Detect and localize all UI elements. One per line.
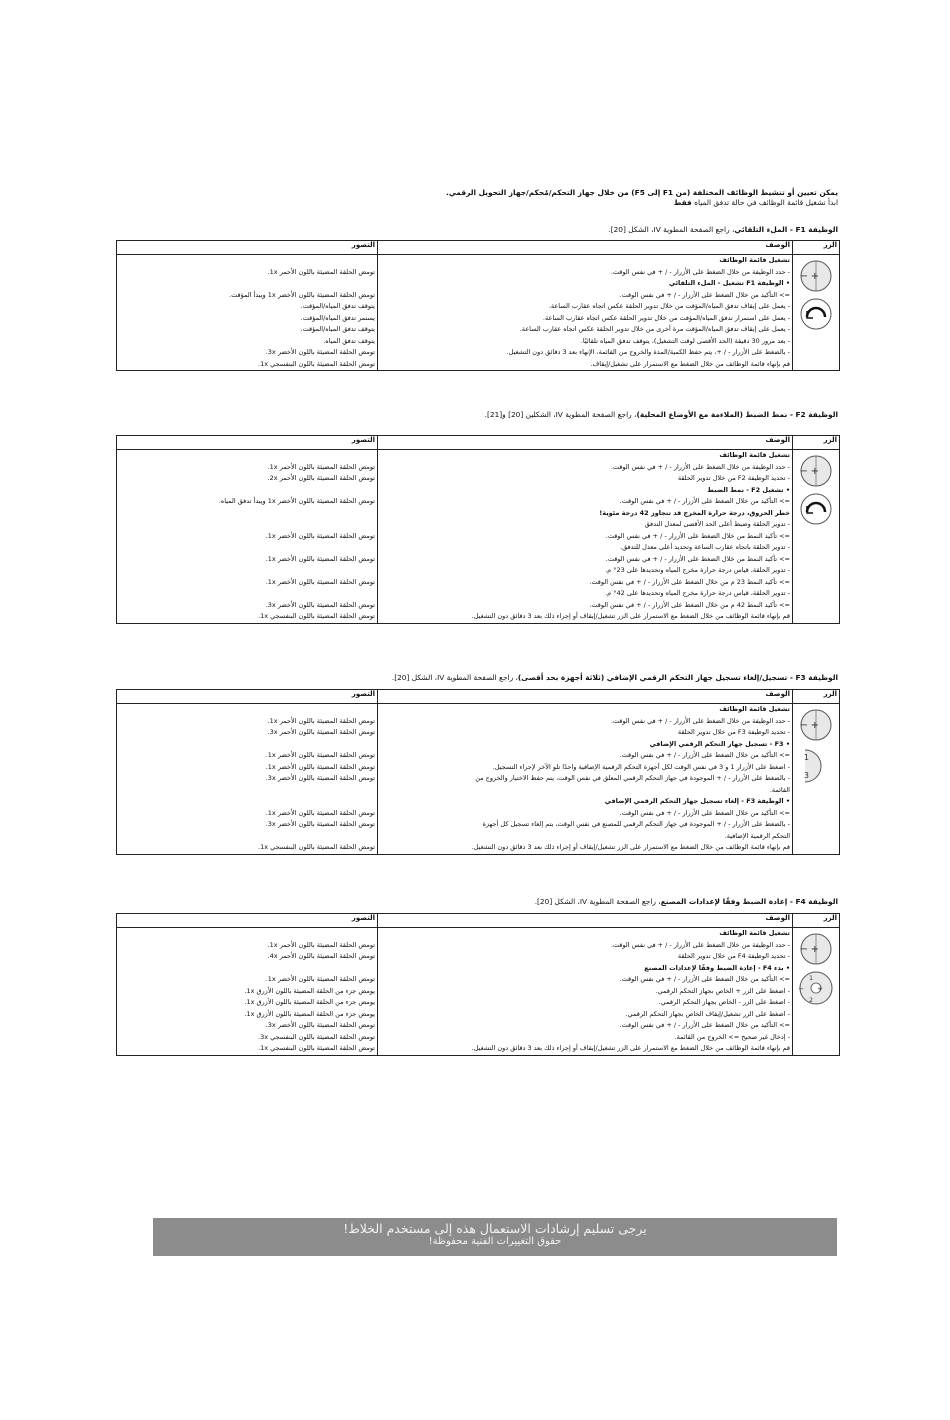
- svg-text:−: −: [799, 720, 808, 731]
- svg-text:−: −: [798, 985, 804, 993]
- indicator-line: تومض الحلقة المضيئة باللون الأخضر 3x.: [265, 1021, 375, 1029]
- description-line: - إدخال غير صحيح => الخروج من القائمة.: [674, 1032, 790, 1041]
- function-table-f3: [116, 689, 840, 855]
- description-line: - تدوير الحلقة وضبط أعلى الحد الأقصى لمعدل التدفق: [644, 520, 790, 528]
- svg-text:−: −: [799, 466, 808, 477]
- svg-text:+: +: [810, 720, 819, 731]
- indicator-line: [119, 542, 375, 554]
- intro-line-2: ابدأ تشغيل قائمة الوظائف في حالة تدفق المياه فقط: [673, 198, 838, 207]
- indicator-line: تومض الحلقة المضيئة باللون الأحمر 1x.: [267, 716, 375, 725]
- intro-block: [112, 188, 838, 208]
- indicator-line: تومض الحلقة المضيئة باللون الأخضر 1x.: [265, 751, 375, 759]
- description-line: - حدد الوظيفة من خلال الضغط على الأزرار - / + في نفس الوقت.: [610, 462, 790, 471]
- indicator-line: تومض الحلقة المضيئة باللون الأخضر 3x.: [265, 774, 375, 782]
- description-cell: [378, 450, 793, 624]
- description-line: • F3 - تسجيل جهاز التحكم الرقمي الإضافي: [649, 739, 790, 748]
- header-button: الزر: [793, 241, 840, 255]
- svg-text:+: +: [810, 466, 819, 477]
- indicator-line: تومض الحلقة المضيئة باللون الأحمر 1x.: [267, 267, 375, 276]
- description-line: - بالضغط على الأزرار - / + الموجودة في جهاز التحكم الرقمي المعلق في نفس الوقت، يتم حفظ الاختيار والخروج من: [475, 774, 790, 782]
- remote-control-icon: [798, 970, 834, 1006]
- description-line: - اضغط على الزر - الخاص بجهاز التحكم الرقمي.: [658, 998, 790, 1006]
- description-line: - اضغط على الزر تشغيل/إيقاف الخاص بجهاز التحكم الرقمي.: [625, 1009, 790, 1018]
- description-line: - تحديد الوظيفة F4 من خلال تدوير الحلقة: [677, 952, 790, 960]
- description-line: => تأكيد النمط من خلال الضغط على الأزرار - / + في نفس الوقت.: [605, 531, 790, 540]
- indicator-line: [119, 255, 375, 267]
- header-description: الوصف: [378, 241, 793, 255]
- indicator-line: [119, 450, 375, 462]
- indicator-line: يومض جزء من الحلقة المضيئة باللون الأزرق 1x.: [244, 998, 375, 1006]
- plus-minus-button-icon: [799, 708, 833, 742]
- description-line: => تأكيد النمط من خلال الضغط على الأزرار - / + في نفس الوقت.: [605, 554, 790, 563]
- indicator-line: يومض جزء من الحلقة المضيئة باللون الأزرق 1x.: [244, 1009, 375, 1018]
- indicator-line: يتوقف تدفق المياه/المؤقت.: [300, 325, 375, 333]
- plus-minus-button-icon: [799, 454, 833, 488]
- header-button: الزر: [793, 690, 840, 704]
- section-title-f2: الوظيفة F2 - نمط الضبط (الملاءمة مع الأوضاع المحلية)، راجع الصفحة المطوية IV، الشكلين [20] و[21].: [484, 410, 838, 419]
- svg-text:1: 1: [809, 975, 813, 982]
- indicator-line: تومض الحلقة المضيئة باللون الأحمر 1x.: [267, 462, 375, 471]
- description-line: => التأكيد من خلال الضغط على الأزرار - / + في نفس الوقت.: [619, 497, 790, 505]
- header-description: الوصف: [378, 436, 793, 450]
- indicator-cell: [117, 928, 378, 1056]
- description-line: - حدد الوظيفة من خلال الضغط على الأزرار - / + في نفس الوقت.: [610, 267, 790, 276]
- svg-text:3: 3: [803, 771, 809, 780]
- description-line: - حدد الوظيفة من خلال الضغط على الأزرار - / + في نفس الوقت.: [610, 716, 790, 725]
- section-title-f4: الوظيفة F4 - إعادة الضبط وفقًا لإعدادات المصنع، راجع الصفحة المطوية IV، الشكل [20].: [534, 897, 838, 906]
- footer-line-2: حقوق التغييرات الفنية محفوظة!: [428, 1236, 562, 1247]
- indicator-line: [119, 963, 375, 975]
- plus-minus-button-icon: [799, 932, 833, 966]
- footer-line-1: يرجى تسليم إرشادات الاستعمال هذه إلى مستخدم الخلاط!: [343, 1221, 647, 1236]
- description-line: - تحديد الوظيفة F3 من خلال تدوير الحلقة: [677, 728, 790, 736]
- header-button: الزر: [793, 436, 840, 450]
- rotary-ring-icon: [799, 492, 833, 526]
- section-title-f3: الوظيفة F3 - تسجيل/إلغاء تسجيل جهاز التحكم الرقمي الإضافي (ثلاثة أجهزة بحد أقصى)، راجع الصفحة المطوية IV، الشكل [20].: [391, 673, 838, 682]
- button-icons-cell: [793, 704, 840, 855]
- description-line: القائمة.: [769, 785, 790, 794]
- description-line: خطر الحروق، درجة حرارة المخرج قد تتجاوز 42 درجة مئوية!: [599, 508, 790, 517]
- description-line: - بالضغط على الأزرار - / +، يتم حفظ الكمية/المدة والخروج من القائمة، الإنهاء بعد 3 دقائق دون التشغيل.: [506, 348, 790, 356]
- indicator-line: تومض الحلقة المضيئة باللون الأخضر 3x.: [265, 600, 375, 609]
- function-table-f2: [116, 435, 840, 624]
- header-indicator: التصور: [117, 914, 378, 928]
- description-line: قم بإنهاء قائمة الوظائف من خلال الضغط مع الاستمرار على الزر تشغيل/إيقاف أو إجراء ذلك بعد 3 دقائق دون التشغيل.: [471, 1044, 790, 1052]
- description-line: قم بإنهاء قائمة الوظائف من خلال الضغط مع الاستمرار على تشغيل/إيقاف.: [590, 359, 790, 368]
- header-description: الوصف: [378, 914, 793, 928]
- description-cell: [378, 704, 793, 855]
- description-line: - تدوير الحلقة، قياس درجة حرارة مخرج المياه وتحديدها على 42° م.: [605, 589, 790, 597]
- button-icons-cell: [793, 255, 840, 371]
- indicator-line: [119, 785, 375, 797]
- description-line: - يعمل على إيقاف تدفق المياه/المؤقت من خلال تدوير الحلقة عكس اتجاه عقارب الساعة.: [548, 302, 790, 310]
- description-line: تشغيل قائمة الوظائف: [719, 256, 790, 264]
- indicator-line: تومض الحلقة المضيئة باللون الأخضر 3x.: [265, 348, 375, 356]
- description-line: • الوظيفة F1 تشغيل - الملء التلقائي: [669, 279, 790, 287]
- indicator-line: تومض الحلقة المضيئة باللون الأحمر 4x.: [267, 952, 375, 960]
- indicator-cell: [117, 450, 378, 624]
- description-line: => تأكيد النمط 42 م من خلال الضغط على الأزرار - / + في نفس الوقت.: [589, 600, 790, 609]
- indicator-line: [119, 278, 375, 290]
- description-line: التحكم الرقمية الإضافية.: [724, 831, 790, 840]
- indicator-line: [119, 508, 375, 520]
- description-line: • تشغيل F2 - نمط الضبط: [707, 485, 790, 494]
- indicator-line: تومض الحلقة المضيئة باللون الأخضر 1x.: [265, 577, 375, 586]
- description-line: - بعد مرور 30 دقيقة (الحد الأقصى لوقت التشغيل)، يتوقف تدفق المياه تلقائيًا.: [580, 336, 790, 345]
- description-line: تشغيل قائمة الوظائف: [719, 705, 790, 713]
- description-line: - يعمل على استمرار تدفق المياه/المؤقت من خلال تدوير الحلقة عكس اتجاه عقارب الساعة.: [542, 313, 790, 322]
- indicator-line: تومض الحلقة المضيئة باللون الأخضر 1x.: [265, 975, 375, 983]
- description-line: • بدء F4 - إعادة الضبط وفقًا لإعدادات المصنع: [644, 963, 790, 972]
- indicator-line: يتوقف تدفق المياه/المؤقت.: [300, 302, 375, 310]
- indicator-line: [119, 831, 375, 843]
- indicator-line: تومض الحلقة المضيئة باللون الأخضر 1x ويبدأ تدفق المياه.: [218, 497, 375, 505]
- description-line: => تأكيد النمط 23 م من خلال الضغط على الأزرار - / + في نفس الوقت.: [589, 577, 790, 586]
- description-line: => التأكيد من خلال الضغط على الأزرار - / + في نفس الوقت.: [619, 290, 790, 299]
- plus-minus-button-icon: [799, 259, 833, 293]
- indicator-line: [119, 519, 375, 531]
- header-description: الوصف: [378, 690, 793, 704]
- indicator-line: تومض الحلقة المضيئة باللون البنفسجي 1x.: [258, 359, 375, 368]
- description-line: - حدد الوظيفة من خلال الضغط على الأزرار - / + في نفس الوقت.: [610, 940, 790, 949]
- description-line: قم بإنهاء قائمة الوظائف من خلال الضغط مع الاستمرار على الزر تشغيل/إيقاف أو إجراء ذلك بعد 3 دقائق دون التشغيل.: [471, 612, 790, 620]
- section-title-f1: الوظيفة F1 - الملء التلقائي، راجع الصفحة المطوية IV، الشكل [20].: [608, 225, 838, 234]
- header-indicator: التصور: [117, 436, 378, 450]
- indicator-line: تومض الحلقة المضيئة باللون الأخضر 3x.: [265, 820, 375, 828]
- button-icons-cell: [793, 450, 840, 624]
- description-line: • الوظيفة F3 - إلغاء تسجيل جهاز التحكم الرقمي الإضافي: [604, 797, 790, 805]
- description-cell: [378, 255, 793, 371]
- description-line: => التأكيد من خلال الضغط على الأزرار - / + في نفس الوقت.: [619, 751, 790, 759]
- indicator-line: [119, 739, 375, 751]
- indicator-line: تومض الحلقة المضيئة باللون البنفسجي 1x.: [258, 843, 375, 851]
- header-button: الزر: [793, 914, 840, 928]
- svg-text:−: −: [799, 944, 808, 955]
- svg-text:+: +: [810, 271, 819, 282]
- indicator-line: تومض الحلقة المضيئة باللون البنفسجي 1x.: [258, 1044, 375, 1052]
- header-indicator: التصور: [117, 690, 378, 704]
- svg-text:2: 2: [809, 997, 813, 1004]
- description-cell: [378, 928, 793, 1056]
- indicator-line: تومض الحلقة المضيئة باللون الأحمر 1x.: [267, 940, 375, 949]
- description-line: => التأكيد من خلال الضغط على الأزرار - / + في نفس الوقت.: [619, 808, 790, 817]
- description-line: - اضغط على الأزرار 1 و 3 في نفس الوقت لكل أجهزة التحكم الرقمية الإضافية واحدًا تلو الآخر لإجراء التسجيل.: [492, 762, 790, 771]
- intro-line-1: يمكن تعيين أو تنشيط الوظائف المختلفة (من F1 إلى F5) من خلال جهاز التحكم/مُحكم/جهاز التحويل الرقمي.: [446, 188, 838, 197]
- numbered-button-icon: [799, 746, 833, 786]
- svg-text:−: −: [799, 271, 808, 282]
- svg-text:+: +: [817, 985, 823, 993]
- indicator-line: تومض الحلقة المضيئة باللون الأخضر 1x ويبدأ المؤقت.: [229, 290, 375, 299]
- rotary-ring-icon: [799, 297, 833, 331]
- indicator-cell: [117, 255, 378, 371]
- indicator-line: تومض الحلقة المضيئة باللون الأخضر 1x.: [265, 808, 375, 817]
- indicator-cell: [117, 704, 378, 855]
- indicator-line: تومض الحلقة المضيئة باللون الأخضر 1x.: [265, 531, 375, 540]
- svg-text:1: 1: [803, 753, 809, 762]
- description-line: - يعمل على إيقاف تدفق المياه/المؤقت مرة أخرى من خلال تدوير الحلقة عكس اتجاه عقارب الساعة.: [519, 325, 790, 333]
- indicator-line: تومض الحلقة المضيئة باللون الأحمر 2x.: [267, 474, 375, 482]
- indicator-line: يستمر تدفق المياه/المؤقت.: [300, 313, 375, 322]
- description-line: - تدوير الحلقة باتجاه عقارب الساعة وتحديد أعلى معدل للتدفق.: [620, 543, 790, 551]
- indicator-line: تومض الحلقة المضيئة باللون البنفسجي 3x.: [258, 1032, 375, 1041]
- description-line: => التأكيد من خلال الضغط على الأزرار - / + في نفس الوقت.: [619, 1021, 790, 1029]
- header-indicator: التصور: [117, 241, 378, 255]
- description-line: - تحديد الوظيفة F2 من خلال تدوير الحلقة: [677, 474, 790, 482]
- description-line: تشغيل قائمة الوظائف: [719, 451, 790, 459]
- description-line: - اضغط على الزر + الخاص بجهاز التحكم الرقمي.: [655, 986, 790, 995]
- indicator-line: [119, 704, 375, 716]
- description-line: - تدوير الحلقة، قياس درجة حرارة مخرج المياه وتحديدها على 23° م.: [605, 566, 790, 574]
- button-icons-cell: [793, 928, 840, 1056]
- indicator-line: يومض جزء من الحلقة المضيئة باللون الأزرق 1x.: [244, 986, 375, 995]
- description-line: قم بإنهاء قائمة الوظائف من خلال الضغط مع الاستمرار على الزر تشغيل/إيقاف أو إجراء ذلك بعد 3 دقائق دون التشغيل.: [471, 843, 790, 851]
- indicator-line: تومض الحلقة المضيئة باللون الأحمر 3x.: [267, 728, 375, 736]
- description-line: - بالضغط على الأزرار - / + الموجودة في جهاز التحكم الرقمي للمصنع في نفس الوقت، يتم إلغاء تسجيل كل أجهزة: [482, 820, 790, 828]
- indicator-line: تومض الحلقة المضيئة باللون الأخضر 1x.: [265, 554, 375, 563]
- function-table-f1: [116, 240, 840, 371]
- indicator-line: [119, 485, 375, 497]
- svg-text:+: +: [810, 944, 819, 955]
- indicator-line: تومض الحلقة المضيئة باللون البنفسجي 1x.: [258, 612, 375, 620]
- footer-banner: [153, 1218, 837, 1256]
- indicator-line: [119, 588, 375, 600]
- description-line: تشغيل قائمة الوظائف: [719, 929, 790, 937]
- indicator-line: [119, 796, 375, 808]
- indicator-line: يتوقف تدفق المياه.: [323, 336, 375, 345]
- description-line: => التأكيد من خلال الضغط على الأزرار - / + في نفس الوقت.: [619, 975, 790, 983]
- function-table-f4: [116, 913, 840, 1056]
- indicator-line: [119, 928, 375, 940]
- indicator-line: تومض الحلقة المضيئة باللون الأخضر 1x.: [265, 762, 375, 771]
- indicator-line: [119, 565, 375, 577]
